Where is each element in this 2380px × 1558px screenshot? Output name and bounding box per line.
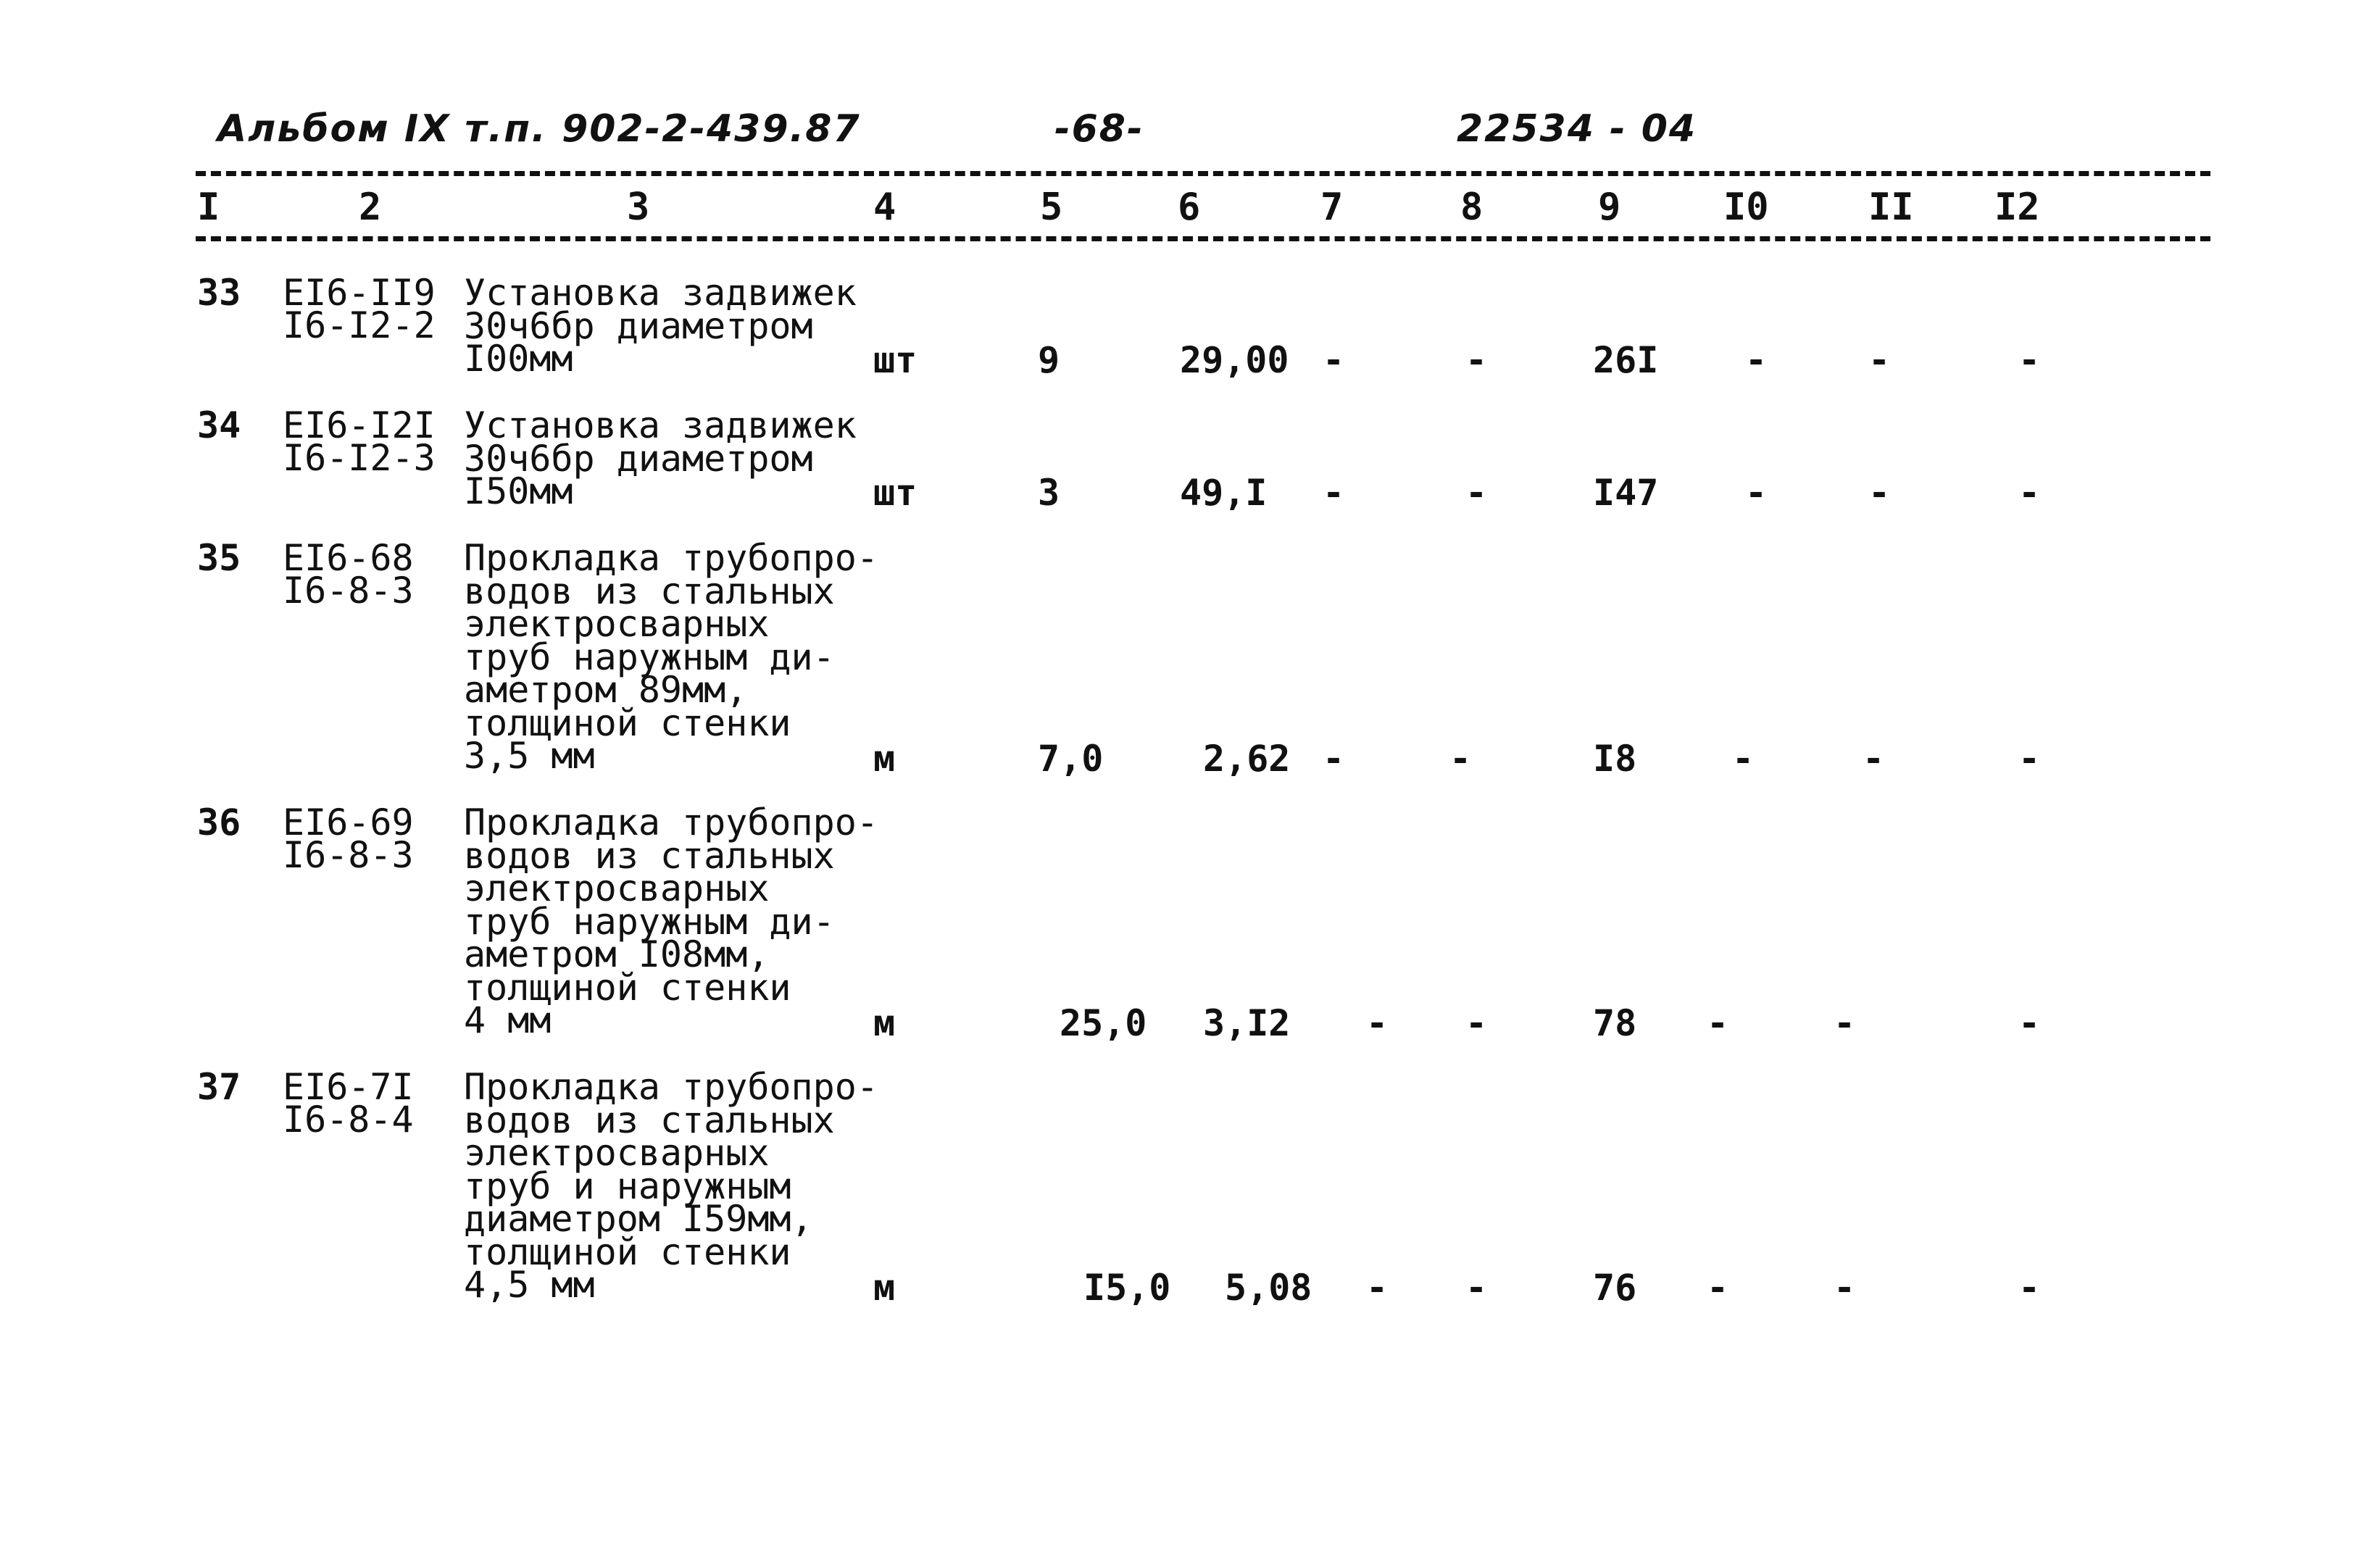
unit-price: 5,08 — [1225, 1267, 1312, 1309]
norm-code-line: EI6-68 — [283, 537, 414, 579]
description-line: водов из стальных — [464, 1099, 835, 1141]
top-rule — [196, 171, 2210, 176]
description-line: Прокладка трубопро- — [464, 537, 878, 579]
column-7-value: - — [1366, 1267, 1389, 1309]
norm-code — [283, 404, 436, 479]
norm-code-line: EI6-7I — [283, 1066, 414, 1108]
norm-code-line: I6-I2-2 — [283, 304, 436, 346]
description-line: труб и наружным — [464, 1165, 791, 1207]
total-value: 78 — [1593, 1002, 1637, 1044]
column-7-value: - — [1323, 339, 1345, 381]
column-11-value: - — [1863, 738, 1885, 780]
unit: м — [873, 1002, 896, 1044]
quantity: 3 — [1038, 472, 1060, 514]
column-7-value: - — [1323, 472, 1345, 514]
description-line: Прокладка трубопро- — [464, 1066, 878, 1108]
column-10-value: - — [1732, 738, 1755, 780]
column-7-value: - — [1323, 738, 1345, 780]
column-12-value: - — [2018, 1267, 2041, 1309]
column-10-value: - — [1745, 472, 1768, 514]
total-value: I8 — [1593, 738, 1637, 780]
work-description — [464, 1066, 878, 1306]
column-8-value: - — [1449, 738, 1472, 780]
document-code: 22534 - 04 — [1457, 107, 1697, 151]
row-number: 36 — [197, 801, 241, 843]
column-8-value: - — [1465, 1267, 1488, 1309]
description-line: аметром 89мм, — [464, 669, 748, 711]
unit: шт — [873, 339, 918, 381]
column-11-value: - — [1868, 339, 1891, 381]
column-10-value: - — [1707, 1002, 1729, 1044]
description-line: I50мм — [464, 470, 573, 512]
page-number: -68- — [1054, 107, 1144, 151]
column-header-7: 7 — [1320, 186, 1344, 229]
norm-code-line: I6-8-3 — [283, 570, 414, 612]
unit: м — [873, 1267, 896, 1309]
description-line: 30ч6бр диаметром — [464, 304, 813, 347]
description-line: 4,5 мм — [464, 1264, 595, 1306]
norm-code-line: I6-8-3 — [283, 834, 414, 876]
header-rule — [196, 236, 2210, 241]
description-line: толщиной стенки — [464, 701, 791, 744]
quantity: 9 — [1038, 339, 1060, 381]
column-12-value: - — [2018, 1002, 2041, 1044]
norm-code-line: EI6-I2I — [283, 404, 436, 446]
norm-code — [283, 272, 436, 346]
description-line: 4 мм — [464, 999, 552, 1041]
description-line: I00мм — [464, 338, 573, 380]
total-value: 76 — [1593, 1267, 1637, 1309]
description-line: труб наружным ди- — [464, 900, 835, 943]
column-10-value: - — [1745, 339, 1768, 381]
column-11-value: - — [1834, 1267, 1856, 1309]
description-line: Установка задвижек — [464, 272, 857, 314]
unit-price: 29,00 — [1180, 339, 1289, 381]
column-header-10: I0 — [1723, 186, 1769, 229]
description-line: электросварных — [464, 867, 770, 909]
unit-price: 49,I — [1180, 472, 1268, 514]
norm-code-line: EI6-II9 — [283, 272, 436, 314]
description-line: диаметром I59мм, — [464, 1198, 813, 1240]
column-8-value: - — [1465, 1002, 1488, 1044]
row-number: 35 — [197, 537, 241, 579]
quantity: I5,0 — [1083, 1267, 1171, 1309]
total-value: I47 — [1593, 472, 1659, 514]
norm-code — [283, 537, 414, 612]
unit-price: 2,62 — [1203, 738, 1291, 780]
column-12-value: - — [2018, 472, 2041, 514]
column-header-11: II — [1868, 186, 1914, 229]
description-line: водов из стальных — [464, 834, 835, 877]
description-line: Прокладка трубопро- — [464, 801, 878, 843]
work-description — [464, 537, 878, 777]
column-11-value: - — [1868, 472, 1891, 514]
album-reference: Альбом IХ т.п. 902-2-439.87 — [217, 107, 861, 151]
quantity: 7,0 — [1038, 738, 1104, 780]
description-line: водов из стальных — [464, 570, 835, 612]
description-line: труб наружным ди- — [464, 636, 835, 678]
description-line: аметром I08мм, — [464, 933, 770, 975]
column-header-9: 9 — [1598, 186, 1621, 229]
column-12-value: - — [2018, 738, 2041, 780]
work-description — [464, 404, 857, 512]
column-header-6: 6 — [1178, 186, 1201, 229]
column-header-2: 2 — [359, 186, 382, 229]
column-header-1: I — [197, 186, 220, 229]
row-number: 33 — [197, 272, 241, 314]
work-description — [464, 801, 878, 1041]
row-number: 37 — [197, 1066, 241, 1108]
description-line: электросварных — [464, 603, 770, 645]
norm-code-line: I6-8-4 — [283, 1099, 414, 1141]
column-8-value: - — [1465, 339, 1488, 381]
column-11-value: - — [1834, 1002, 1856, 1044]
description-line: 3,5 мм — [464, 735, 595, 777]
quantity: 25,0 — [1060, 1002, 1147, 1044]
norm-code-line: I6-I2-3 — [283, 437, 436, 479]
description-line: электросварных — [464, 1132, 770, 1174]
description-line: 30ч6бр диаметром — [464, 437, 813, 480]
column-8-value: - — [1465, 472, 1488, 514]
column-header-5: 5 — [1040, 186, 1063, 229]
column-10-value: - — [1707, 1267, 1729, 1309]
total-value: 26I — [1593, 339, 1659, 381]
column-header-4: 4 — [873, 186, 896, 229]
row-number: 34 — [197, 404, 241, 446]
column-header-8: 8 — [1460, 186, 1484, 229]
column-header-3: 3 — [627, 186, 650, 229]
column-12-value: - — [2018, 339, 2041, 381]
norm-code-line: EI6-69 — [283, 801, 414, 843]
column-header-12: I2 — [1994, 186, 2040, 229]
norm-code — [283, 1066, 414, 1141]
norm-code — [283, 801, 414, 876]
unit: м — [873, 738, 896, 780]
description-line: толщиной стенки — [464, 966, 791, 1009]
description-line: Установка задвижек — [464, 404, 857, 446]
unit: шт — [873, 472, 918, 514]
description-line: толщиной стенки — [464, 1230, 791, 1273]
column-7-value: - — [1366, 1002, 1389, 1044]
unit-price: 3,I2 — [1203, 1002, 1291, 1044]
work-description — [464, 272, 857, 380]
